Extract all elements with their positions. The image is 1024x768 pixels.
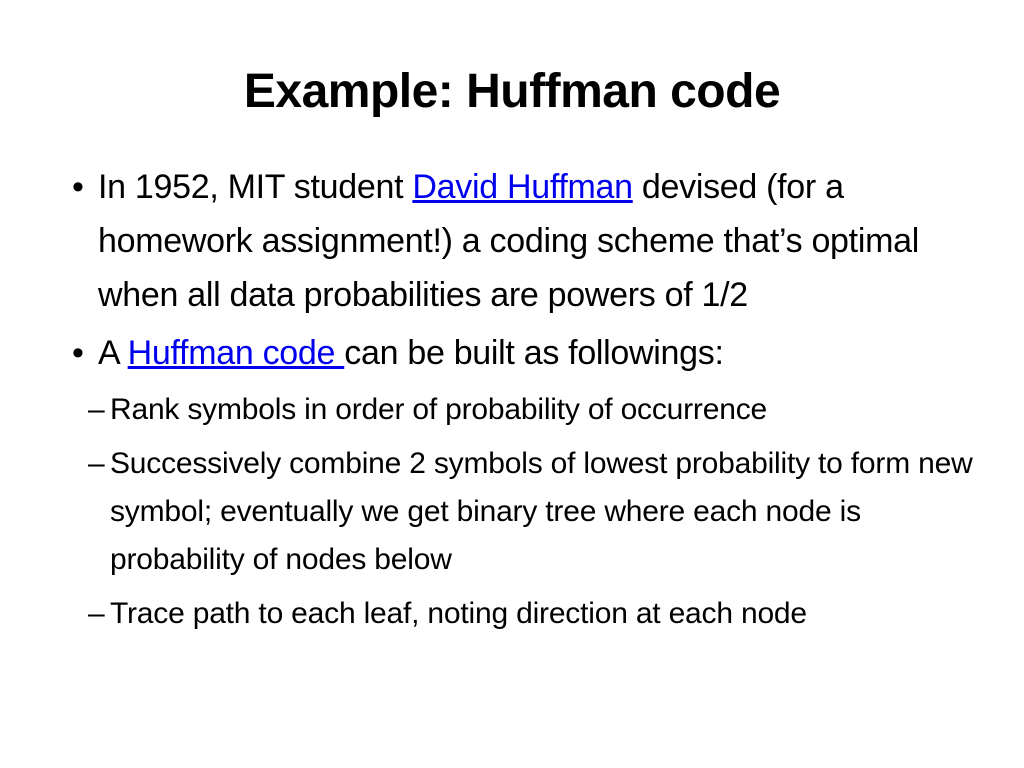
bullet-1-text-before: In 1952, MIT student: [98, 168, 413, 206]
subbullet-item-1: [72, 386, 1002, 434]
bullet-marker: •: [72, 334, 84, 372]
dash-marker: –: [88, 393, 105, 426]
subbullet-item-3: [72, 590, 1002, 638]
huffman-code-link[interactable]: Huffman code: [127, 334, 345, 372]
david-huffman-link[interactable]: David Huffman: [412, 168, 633, 206]
bullet-marker: •: [72, 168, 84, 206]
dash-marker: –: [88, 447, 105, 480]
bullet-1-text-after: devised (for a homework assignment!) a coding scheme that’s optimal when all data probabilities are powers of 1/2: [98, 168, 919, 314]
dash-marker: –: [88, 597, 105, 630]
slide-title: Example: Huffman code: [243, 65, 781, 118]
slide-content: [72, 160, 1002, 638]
subbullet-3-text: Trace path to each leaf, noting direction at each node: [110, 597, 807, 630]
bullet-item-1: [72, 160, 1002, 322]
bullet-item-2: [72, 326, 1002, 380]
subbullet-1-text: Rank symbols in order of probability of occurrence: [110, 393, 767, 426]
bullet-2-text-after: can be built as followings:: [344, 334, 724, 372]
subbullet-item-2: [72, 440, 1002, 584]
subbullet-2-text: Successively combine 2 symbols of lowest probability to form new symbol; eventually we get binary tree where each node is probability of nodes below: [110, 447, 973, 576]
bullet-2-text-before: A: [98, 334, 128, 372]
